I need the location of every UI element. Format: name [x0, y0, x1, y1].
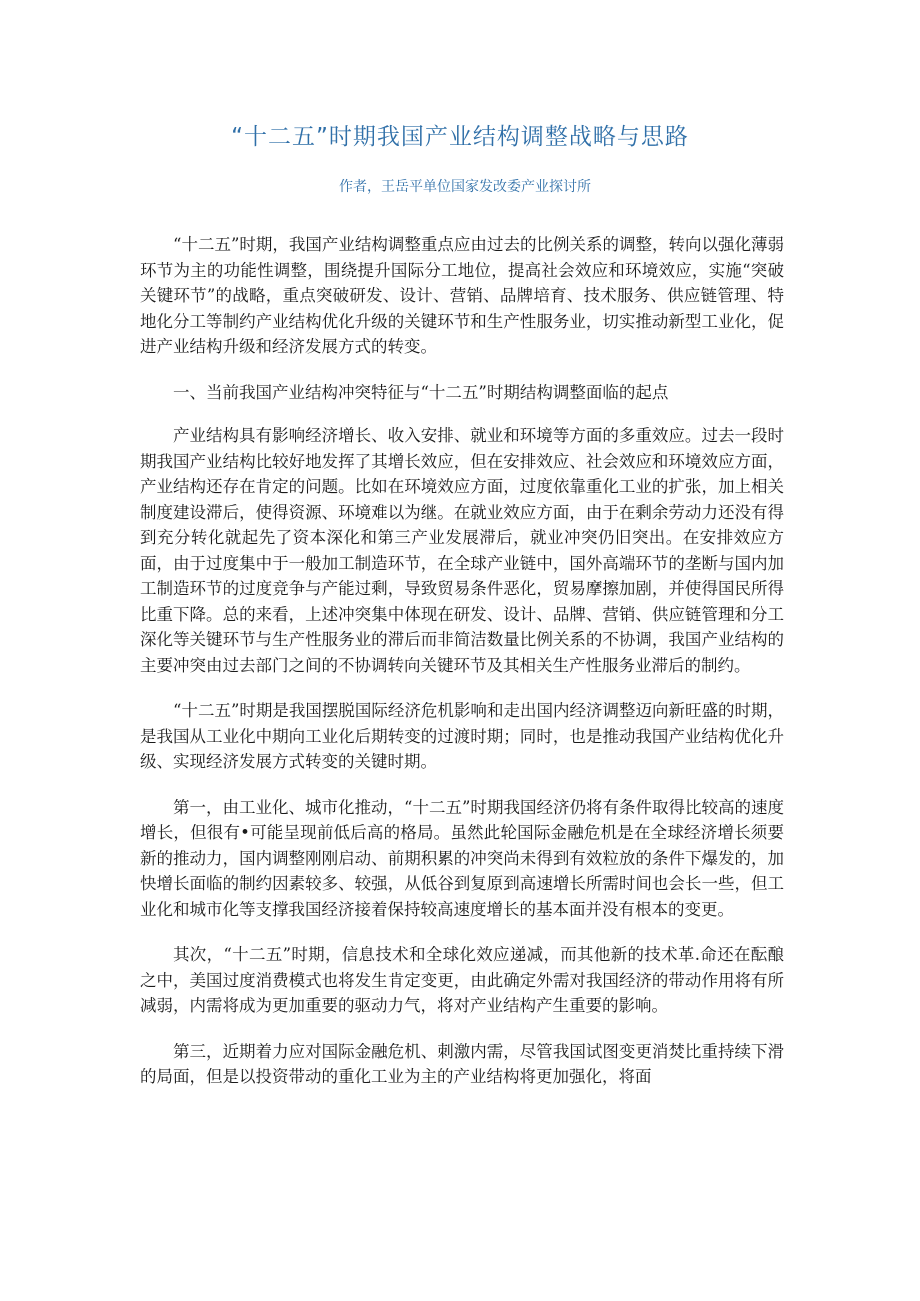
paragraph-intro: “十二五”时期，我国产业结构调整重点应由过去的比例关系的调整，转向以强化薄弱环节为主的功能性调整，围绕提升国际分工地位，提高社会效应和环境效应，实施“突破关键环节”的战略，重点突破研发、设计、营销、品牌培育、技术服务、供应链管理、特地化分工等制约产业结构优化升级的关键环节和生产性服务业，切实推动新型工业化，促进产业结构升级和经济发展方式的转变。 [140, 235, 784, 356]
paragraph-third: 第三，近期着力应对国际金融危机、刺激内需，尽管我国试图变更消焚比重持续下滑的局面，但是以投资带动的重化工业为主的产业结构将更加强化，将面 [140, 1041, 784, 1086]
section-heading: 一、当前我国产业结构冲突特征与“十二五”时期结构调整面临的起点 [173, 382, 669, 402]
paragraph-effects: 产业结构具有影响经济增长、收入安排、就业和环境等方面的多重效应。过去一段时期我国产业结构比较好地发挥了其增长效应，但在安排效应、社会效应和环境效应方面，产业结构还存在肯定的问题。比如在环境效应方面，过度依靠重化工业的扩张，加上相关制度建设滞后，使得资源、环境难以为继。在就业效应方面，由于在剩余劳动力还没有得到充分转化就起先了资本深化和第三产业发展滞后，就业冲突仍旧突出。在安排效应方面，由于过度集中于一般加工制造环节，在全球产业链中，国外高端环节的垄断与国内加工制造环节的过度竞争与产能过剩，导致贸易条件恶化，贸易摩擦加剧，并使得国民所得比重下降。总的来看，上述冲突集中体现在研发、设计、品牌、营销、供应链管理和分工深化等关键环节与生产性服务业的滞后而非简洁数量比例关系的不协调，我国产业结构的主要冲突由过去部门之间的不协调转向关键环节及其相关生产性服务业滞后的制约。 [140, 426, 784, 675]
paragraph-first: 第一，由工业化、城市化推动，“十二五”时期我国经济仍将有条件取得比较高的速度增长，但很有•可能呈现前低后高的格局。虽然此轮国际金融危机是在全球经济增长须要新的推动力，国内调整刚刚启动、前期积累的冲突尚未得到有效粒放的条件下爆发的，加快增长面临的制约因素较多、较强，从低谷到复原到高速增长所需时间也会长一些，但工业化和城市化等支撑我国经济接着保持较高速度增长的基本面并没有根本的变更。 [140, 797, 784, 919]
paragraph-period: “十二五”时期是我国摆脱国际经济危机影响和走出国内经济调整迈向新旺盛的时期，是我国从工业化中期向工业化后期转变的过渡时期；同时，也是推动我国产业结构优化升级、实现经济发展方式转变的关键时期。 [140, 701, 784, 771]
document-title: “十二五”时期我国产业结构调整战略与思路 [231, 124, 689, 150]
paragraph-second: 其次，“十二五”时期，信息技术和全球化效应递减，而其他新的技术革.命还在酝酿之中，美国过度消费模式也将发生肯定变更，由此确定外需对我国经济的带动作用将有所减弱，内需将成为更加重要的驱动力气，将对产业结构产生重要的影响。 [140, 945, 784, 1015]
author-line: 作者，王岳平单位国家发改委产业探讨所 [339, 179, 591, 195]
document-body [140, 232, 784, 1110]
